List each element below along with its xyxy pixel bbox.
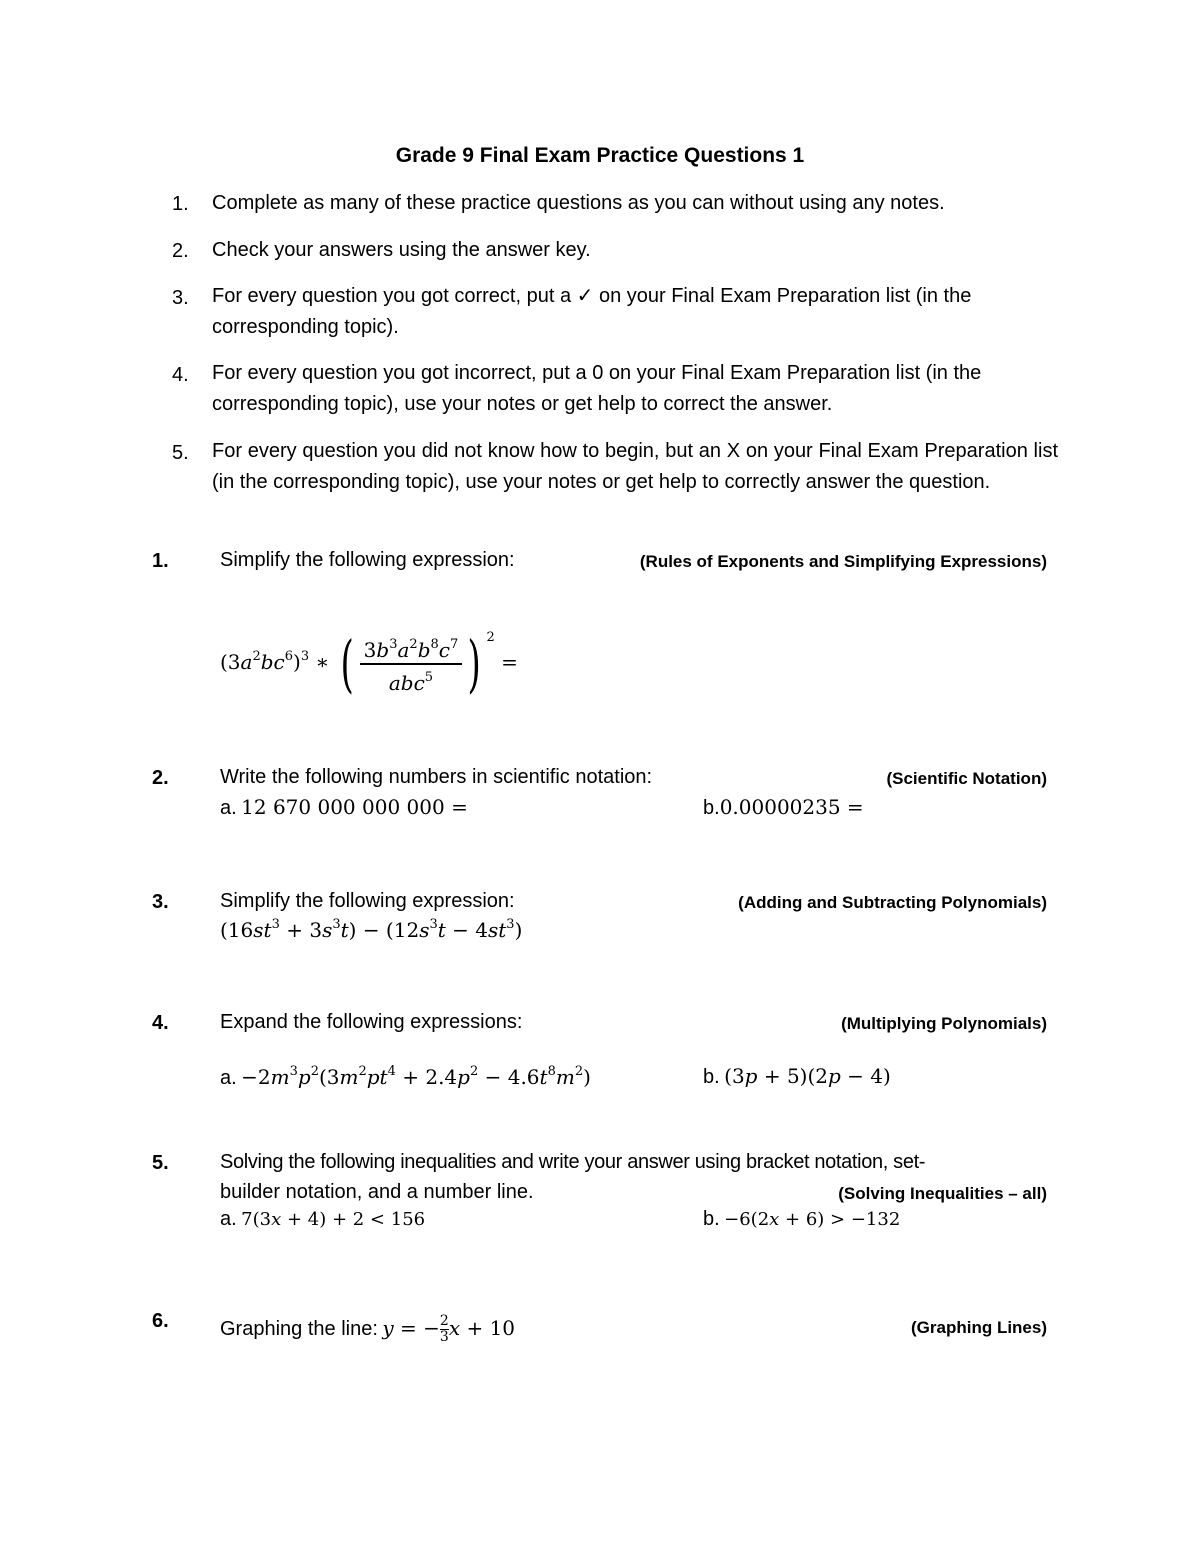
- expression-line-equation: $y = -\frac{2}{3}$ x + 10: [382, 1313, 516, 1345]
- part-a: [220, 795, 468, 820]
- expression-expand-b: (3p + 5)(2p − 4): [724, 1064, 891, 1088]
- part-b: [703, 1208, 900, 1231]
- question-topic: (Solving Inequalities – all): [838, 1184, 1047, 1203]
- expression-exponents: $(3a^2bc^6)^3$ ∗ ( $\frac{3b^3a^2b^8c^7}{abc^5}$ ) $^2$ =: [220, 626, 518, 700]
- part-a-label: a.: [220, 797, 237, 819]
- question-topic: (Graphing Lines): [911, 1318, 1047, 1337]
- expression-polynomial-subtract: $(16st^3 + 3s^3t) - (12s^3t - 4st^3)$: [220, 917, 523, 942]
- question-number: 1.: [152, 550, 169, 572]
- part-b: [703, 795, 864, 820]
- instruction-text: Complete as many of these practice questions as you can without using any notes.: [212, 192, 945, 214]
- part-b-label: b.: [703, 1066, 720, 1088]
- instruction-text: For every question you got correct, put a ✓ on your Final Exam Preparation list (in the corresponding topic).: [212, 285, 972, 338]
- question-prompt-continued: builder notation, and a number line.: [220, 1181, 534, 1203]
- expression-expand-a: $-2m^3p^2(3m^2pt^4 + 2.4p^2 - 4.6t^8m^2)$: [241, 1064, 591, 1089]
- part-a-label: a.: [220, 1067, 237, 1089]
- part-a: [220, 1208, 425, 1231]
- instruction-text: For every question you did not know how to begin, but an X on your Final Exam Preparation list (in the corresponding topic), use your notes or get help to correctly answer the question.: [212, 440, 1058, 493]
- question-number: 3.: [152, 891, 169, 913]
- page-title: Grade 9 Final Exam Practice Questions 1: [395, 144, 805, 167]
- part-b-label: b.: [703, 797, 720, 819]
- question-prompt: Solving the following inequalities and write your answer using bracket notation, set-: [220, 1151, 926, 1173]
- instruction-number: 1.: [172, 193, 189, 215]
- question-prompt: Simplify the following expression:: [220, 549, 515, 571]
- question-prompt: Expand the following expressions:: [220, 1011, 523, 1033]
- part-a-label: a.: [220, 1208, 237, 1230]
- question-prompt: Simplify the following expression:: [220, 890, 515, 912]
- expression-inequality-b: −6(2x + 6) > −132: [724, 1209, 901, 1230]
- instruction-text: Check your answers using the answer key.: [212, 239, 591, 261]
- question-prompt: Write the following numbers in scientific notation:: [220, 766, 653, 788]
- question-topic: (Rules of Exponents and Simplifying Expressions): [639, 552, 1047, 571]
- question-prompt: Graphing the line:: [220, 1318, 378, 1340]
- question-topic: (Multiplying Polynomials): [841, 1014, 1047, 1033]
- part-b-label: b.: [703, 1208, 720, 1230]
- instruction-number: 4.: [172, 364, 189, 386]
- expression-inequality-a: 7(3x + 4) + 2 < 156: [241, 1209, 426, 1230]
- question-number: 6.: [152, 1310, 169, 1332]
- question-topic: (Adding and Subtracting Polynomials): [738, 893, 1047, 912]
- instruction-number: 3.: [172, 287, 189, 309]
- question-number: 5.: [152, 1152, 169, 1174]
- question-number: 2.: [152, 767, 169, 789]
- question-topic: (Scientific Notation): [886, 769, 1047, 788]
- question-number: 4.: [152, 1012, 169, 1034]
- instruction-text: For every question you got incorrect, put a 0 on your Final Exam Preparation list (in the corresponding topic), use your notes or get help to correct the answer.: [212, 362, 982, 415]
- question-prompt-line: [220, 1306, 515, 1350]
- expression-scientific-b: 0.00000235 =: [719, 795, 864, 819]
- instruction-number: 2.: [172, 240, 189, 262]
- part-b: [703, 1064, 891, 1089]
- expression-scientific-a: 12 670 000 000 000 =: [241, 795, 468, 819]
- instruction-number: 5.: [172, 442, 189, 464]
- part-a: [220, 1064, 591, 1090]
